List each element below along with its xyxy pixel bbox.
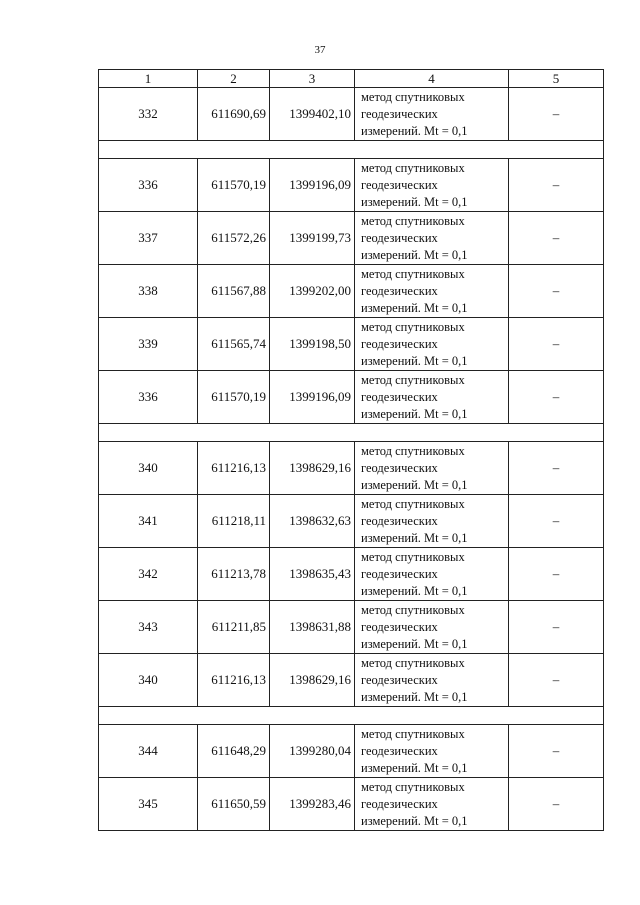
table-row <box>99 159 604 212</box>
x-coordinate-cell: 611567,88 <box>198 265 270 318</box>
table-row <box>99 725 604 778</box>
x-coordinate-cell: 611690,69 <box>198 88 270 141</box>
x-coordinate-cell: 611570,19 <box>198 159 270 212</box>
method-line: измерений. Mt = 0,1 <box>361 760 468 775</box>
column-5-cell: – <box>509 265 604 318</box>
column-5-cell: – <box>509 778 604 831</box>
point-number-cell: 343 <box>99 601 198 654</box>
table-row <box>99 318 604 371</box>
table-row <box>99 654 604 707</box>
method-line: геодезических <box>361 389 438 404</box>
separator-cell <box>99 141 604 159</box>
method-line: измерений. Mt = 0,1 <box>361 406 468 421</box>
y-coordinate-cell: 1399196,09 <box>270 159 355 212</box>
point-number-cell: 336 <box>99 371 198 424</box>
method-line: измерений. Mt = 0,1 <box>361 123 468 138</box>
point-number-cell: 337 <box>99 212 198 265</box>
method-line: метод спутниковых <box>361 726 465 741</box>
y-coordinate-cell: 1398632,63 <box>270 495 355 548</box>
method-line: измерений. Mt = 0,1 <box>361 353 468 368</box>
column-5-cell: – <box>509 601 604 654</box>
column-5-cell: – <box>509 88 604 141</box>
x-coordinate-cell: 611570,19 <box>198 371 270 424</box>
method-line: геодезических <box>361 513 438 528</box>
method-line: метод спутниковых <box>361 213 465 228</box>
y-coordinate-cell: 1399199,73 <box>270 212 355 265</box>
point-number-cell: 332 <box>99 88 198 141</box>
column-5-cell: – <box>509 159 604 212</box>
method-cell <box>355 654 509 707</box>
y-coordinate-cell: 1399402,10 <box>270 88 355 141</box>
point-number-cell: 345 <box>99 778 198 831</box>
x-coordinate-cell: 611565,74 <box>198 318 270 371</box>
method-line: метод спутниковых <box>361 549 465 564</box>
x-coordinate-cell: 611572,26 <box>198 212 270 265</box>
method-cell <box>355 371 509 424</box>
method-line: геодезических <box>361 106 438 121</box>
method-line: метод спутниковых <box>361 160 465 175</box>
method-line: метод спутниковых <box>361 443 465 458</box>
separator-cell <box>99 424 604 442</box>
header-col-2: 2 <box>198 70 270 88</box>
point-number-cell: 342 <box>99 548 198 601</box>
table-row <box>99 212 604 265</box>
y-coordinate-cell: 1399198,50 <box>270 318 355 371</box>
table-row <box>99 442 604 495</box>
method-line: метод спутниковых <box>361 779 465 794</box>
table-row <box>99 371 604 424</box>
column-5-cell: – <box>509 654 604 707</box>
method-cell <box>355 265 509 318</box>
method-line: измерений. Mt = 0,1 <box>361 300 468 315</box>
y-coordinate-cell: 1399196,09 <box>270 371 355 424</box>
x-coordinate-cell: 611211,85 <box>198 601 270 654</box>
method-line: геодезических <box>361 230 438 245</box>
method-line: измерений. Mt = 0,1 <box>361 194 468 209</box>
point-number-cell: 340 <box>99 654 198 707</box>
column-5-cell: – <box>509 725 604 778</box>
table-header-row <box>99 70 604 88</box>
table-row <box>99 548 604 601</box>
method-cell <box>355 88 509 141</box>
method-line: метод спутниковых <box>361 266 465 281</box>
method-line: измерений. Mt = 0,1 <box>361 247 468 262</box>
method-cell <box>355 548 509 601</box>
method-line: метод спутниковых <box>361 655 465 670</box>
separator-cell <box>99 707 604 725</box>
header-col-1: 1 <box>99 70 198 88</box>
method-line: измерений. Mt = 0,1 <box>361 636 468 651</box>
x-coordinate-cell: 611650,59 <box>198 778 270 831</box>
table-row <box>99 265 604 318</box>
column-5-cell: – <box>509 318 604 371</box>
page-number: 37 <box>314 44 326 56</box>
method-line: геодезических <box>361 566 438 581</box>
table-body <box>99 88 604 831</box>
method-line: измерений. Mt = 0,1 <box>361 530 468 545</box>
point-number-cell: 339 <box>99 318 198 371</box>
method-cell <box>355 778 509 831</box>
separator-row <box>99 424 604 442</box>
column-5-cell: – <box>509 371 604 424</box>
method-line: геодезических <box>361 283 438 298</box>
column-5-cell: – <box>509 548 604 601</box>
method-cell <box>355 318 509 371</box>
x-coordinate-cell: 611216,13 <box>198 654 270 707</box>
table-row <box>99 88 604 141</box>
table-row <box>99 495 604 548</box>
method-line: геодезических <box>361 336 438 351</box>
header-col-5: 5 <box>509 70 604 88</box>
method-line: метод спутниковых <box>361 602 465 617</box>
method-cell <box>355 601 509 654</box>
column-5-cell: – <box>509 442 604 495</box>
method-cell <box>355 495 509 548</box>
method-line: измерений. Mt = 0,1 <box>361 477 468 492</box>
point-number-cell: 340 <box>99 442 198 495</box>
method-line: геодезических <box>361 619 438 634</box>
method-cell <box>355 212 509 265</box>
x-coordinate-cell: 611213,78 <box>198 548 270 601</box>
method-line: метод спутниковых <box>361 372 465 387</box>
y-coordinate-cell: 1398629,16 <box>270 442 355 495</box>
method-cell <box>355 159 509 212</box>
y-coordinate-cell: 1398635,43 <box>270 548 355 601</box>
method-line: геодезических <box>361 796 438 811</box>
point-number-cell: 336 <box>99 159 198 212</box>
y-coordinate-cell: 1399283,46 <box>270 778 355 831</box>
column-5-cell: – <box>509 212 604 265</box>
method-line: измерений. Mt = 0,1 <box>361 813 468 828</box>
point-number-cell: 341 <box>99 495 198 548</box>
method-line: геодезических <box>361 672 438 687</box>
method-line: измерений. Mt = 0,1 <box>361 689 468 704</box>
method-line: измерений. Mt = 0,1 <box>361 583 468 598</box>
column-5-cell: – <box>509 495 604 548</box>
separator-row <box>99 707 604 725</box>
point-number-cell: 344 <box>99 725 198 778</box>
y-coordinate-cell: 1398631,88 <box>270 601 355 654</box>
table-row <box>99 601 604 654</box>
method-line: метод спутниковых <box>361 319 465 334</box>
x-coordinate-cell: 611216,13 <box>198 442 270 495</box>
header-col-4: 4 <box>355 70 509 88</box>
point-number-cell: 338 <box>99 265 198 318</box>
separator-row <box>99 141 604 159</box>
x-coordinate-cell: 611648,29 <box>198 725 270 778</box>
method-line: метод спутниковых <box>361 89 465 104</box>
y-coordinate-cell: 1399202,00 <box>270 265 355 318</box>
header-col-3: 3 <box>270 70 355 88</box>
method-line: геодезических <box>361 460 438 475</box>
y-coordinate-cell: 1398629,16 <box>270 654 355 707</box>
x-coordinate-cell: 611218,11 <box>198 495 270 548</box>
method-line: геодезических <box>361 743 438 758</box>
table-row <box>99 778 604 831</box>
method-line: геодезических <box>361 177 438 192</box>
method-cell <box>355 725 509 778</box>
y-coordinate-cell: 1399280,04 <box>270 725 355 778</box>
method-cell <box>355 442 509 495</box>
coordinates-table <box>98 69 604 831</box>
method-line: метод спутниковых <box>361 496 465 511</box>
